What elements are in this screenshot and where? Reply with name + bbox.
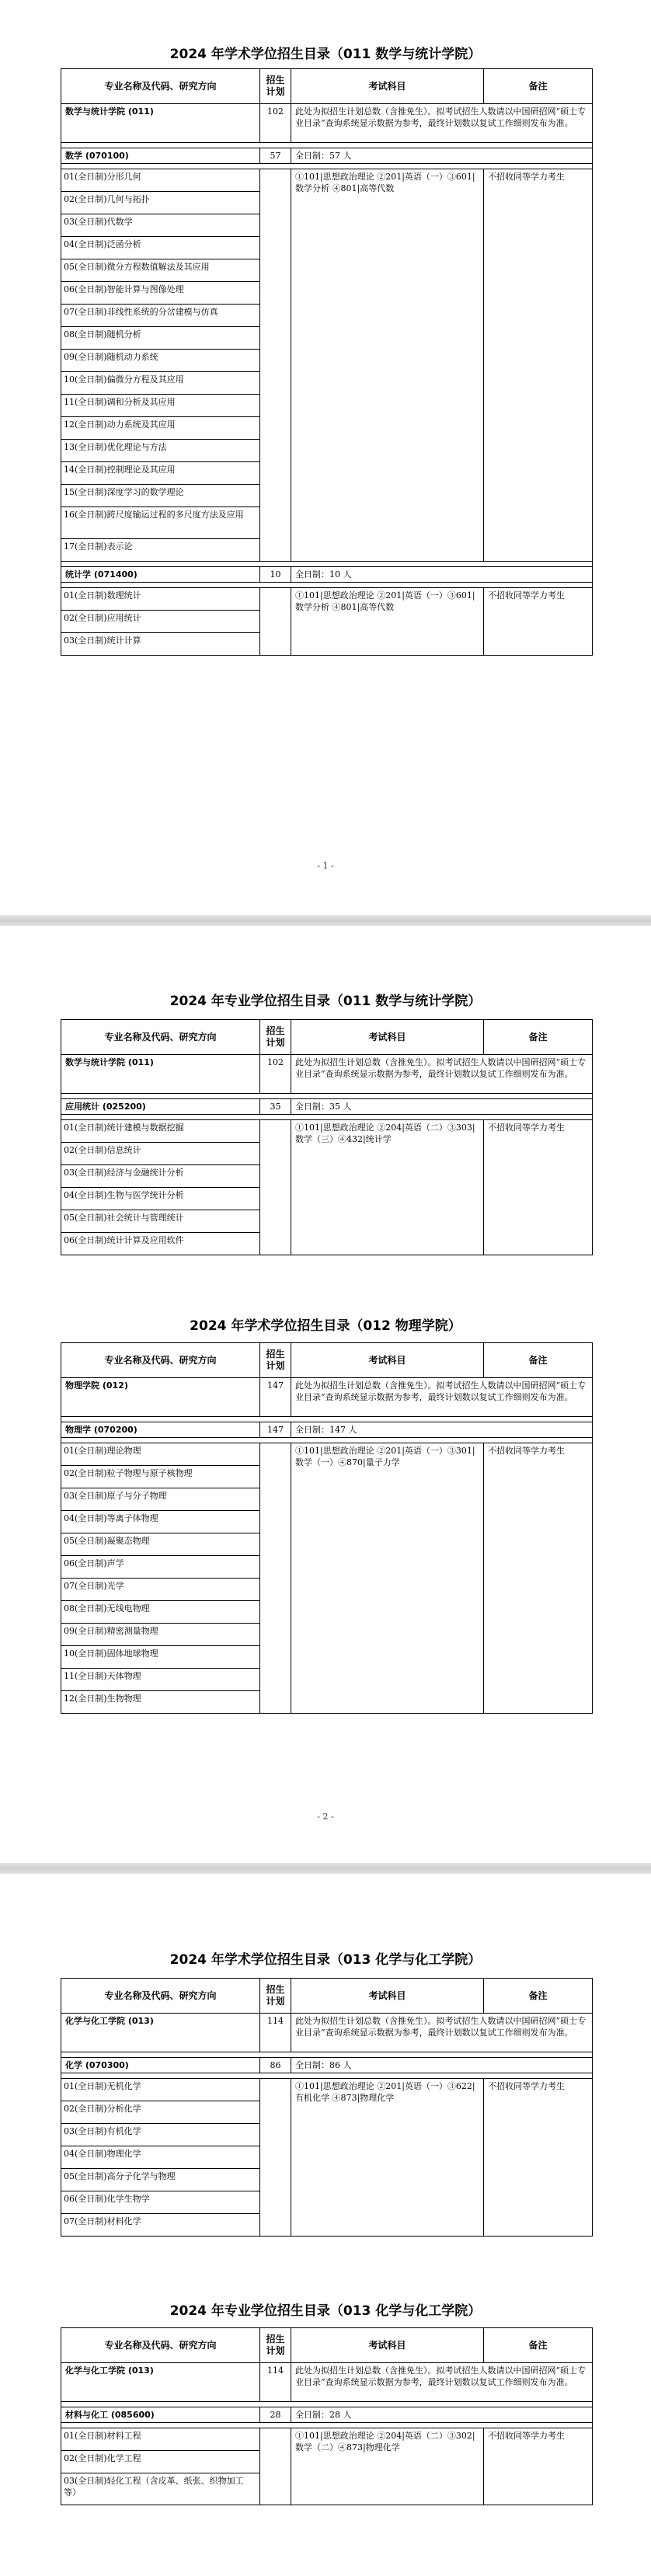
- header-exam: 考试科目: [291, 1979, 484, 2014]
- major-name: 物理学 (070200): [61, 1422, 260, 1438]
- major-name: 材料与化工 (085600): [61, 2407, 260, 2423]
- major-row: [61, 1099, 593, 1115]
- header-note: 备注: [484, 69, 593, 104]
- major-name: 统计学 (071400): [61, 567, 260, 583]
- direction-item: 03(全日制)统计计算: [61, 633, 260, 656]
- direction-item: 13(全日制)优化理论与方法: [61, 440, 260, 462]
- header-exam: 考试科目: [291, 1020, 484, 1055]
- catalog-table: [61, 1342, 592, 1714]
- direction-note: 不招收同等学力考生: [484, 588, 593, 656]
- direction-item: 06(全日制)智能计算与图像处理: [61, 282, 260, 305]
- major-plan: 147: [260, 1422, 291, 1438]
- page-separator: [0, 915, 651, 926]
- school-name: 化学与化工学院 (013): [61, 2014, 260, 2052]
- major-plan: 28: [260, 2407, 291, 2423]
- direction-item: 06(全日制)化学生物学: [61, 2191, 260, 2214]
- direction-row: [61, 588, 593, 611]
- page-3: [0, 1874, 651, 2576]
- page-1: [0, 0, 651, 915]
- direction-note: 不招收同等学力考生: [484, 1443, 593, 1714]
- school-row: [61, 104, 593, 143]
- header-plan: 招生计划: [260, 1343, 291, 1378]
- direction-item: 02(全日制)几何与拓扑: [61, 192, 260, 214]
- table-header-row: [61, 69, 593, 104]
- school-row: [61, 2014, 593, 2052]
- page-separator: [0, 1863, 651, 1874]
- school-note: 此处为拟招生计划总数（含推免生）。拟考试招生人数请以中国研招网“硕士专业目录”查询系统显示数据为参考，最终计划数以复试工作细则发布为准。: [291, 2014, 593, 2052]
- table-header-row: [61, 1979, 593, 2014]
- header-note: 备注: [484, 1979, 593, 2014]
- direction-item: 02(全日制)应用统计: [61, 611, 260, 633]
- major-plan: 35: [260, 1099, 291, 1115]
- direction-item: 09(全日制)随机动力系统: [61, 350, 260, 372]
- catalog-table: [61, 1019, 592, 1255]
- direction-item: 15(全日制)深度学习的数学理论: [61, 485, 260, 507]
- school-name: 化学与化工学院 (013): [61, 2363, 260, 2402]
- school-row: [61, 2363, 593, 2402]
- school-plan: 102: [260, 1055, 291, 1094]
- direction-row: [61, 1120, 593, 1143]
- direction-item: 04(全日制)泛函分析: [61, 237, 260, 259]
- direction-item: 01(全日制)数理统计: [61, 588, 260, 611]
- direction-item: 01(全日制)理论物理: [61, 1443, 260, 1466]
- exam-subjects: ①101|思想政治理论 ②201|英语（一）③601|数学分析 ④801|高等代数: [291, 588, 484, 656]
- header-note: 备注: [484, 2328, 593, 2363]
- major-row: [61, 2407, 593, 2423]
- direction-item: 03(全日制)原子与分子物理: [61, 1488, 260, 1511]
- major-summary: 全日制：86 人: [291, 2058, 593, 2073]
- section-title: 2024 年专业学位招生目录（011 数学与统计学院）: [169, 994, 482, 1009]
- direction-item: 16(全日制)跨尺度输运过程的多尺度方法及应用: [61, 507, 260, 539]
- header-major: 专业名称及代码、研究方向: [61, 69, 260, 104]
- direction-item: 10(全日制)偏微分方程及其应用: [61, 372, 260, 395]
- direction-item: 09(全日制)精密测量物理: [61, 1624, 260, 1646]
- direction-item: 14(全日制)控制理论及其应用: [61, 462, 260, 485]
- direction-item: 01(全日制)分形几何: [61, 169, 260, 192]
- major-plan: 57: [260, 148, 291, 164]
- direction-item: 05(全日制)社会统计与管理统计: [61, 1210, 260, 1233]
- header-exam: 考试科目: [291, 2328, 484, 2363]
- school-name: 数学与统计学院 (011): [61, 104, 260, 143]
- direction-item: 03(全日制)经济与金融统计分析: [61, 1165, 260, 1188]
- exam-subjects: ①101|思想政治理论 ②201|英语（一）③301|数学（一）④870|量子力学: [291, 1443, 484, 1714]
- direction-item: 04(全日制)物理化学: [61, 2146, 260, 2169]
- header-plan: 招生计划: [260, 69, 291, 104]
- header-note: 备注: [484, 1020, 593, 1055]
- direction-row: [61, 2079, 593, 2101]
- major-name: 数学 (070100): [61, 148, 260, 164]
- direction-item: 01(全日制)材料工程: [61, 2428, 260, 2451]
- major-summary: 全日制：10 人: [291, 567, 593, 583]
- school-plan: 114: [260, 2363, 291, 2402]
- direction-item: 17(全日制)表示论: [61, 539, 260, 562]
- school-plan: 147: [260, 1378, 291, 1417]
- direction-item: 05(全日制)高分子化学与物理: [61, 2169, 260, 2191]
- direction-note: 不招收同等学力考生: [484, 1120, 593, 1255]
- plan-cell: [260, 2079, 291, 2237]
- major-summary: 全日制：147 人: [291, 1422, 593, 1438]
- table-header-row: [61, 1343, 593, 1378]
- direction-item: 08(全日制)无线电物理: [61, 1601, 260, 1624]
- major-row: [61, 2058, 593, 2073]
- direction-item: 10(全日制)固体地球物理: [61, 1646, 260, 1669]
- header-exam: 考试科目: [291, 1343, 484, 1378]
- direction-item: 11(全日制)天体物理: [61, 1669, 260, 1691]
- header-plan: 招生计划: [260, 1020, 291, 1055]
- direction-row: [61, 1443, 593, 1466]
- plan-cell: [260, 588, 291, 656]
- direction-item: 02(全日制)信息统计: [61, 1143, 260, 1165]
- header-exam: 考试科目: [291, 69, 484, 104]
- major-summary: 全日制：35 人: [291, 1099, 593, 1115]
- exam-subjects: ①101|思想政治理论 ②204|英语（二）③302|数学（二）④873|物理化学: [291, 2428, 484, 2505]
- direction-item: 12(全日制)生物物理: [61, 1691, 260, 1714]
- school-plan: 102: [260, 104, 291, 143]
- direction-item: 02(全日制)化学工程: [61, 2451, 260, 2473]
- catalog-table: [61, 2327, 592, 2505]
- exam-subjects: ①101|思想政治理论 ②201|英语（一）③601|数学分析 ④801|高等代数: [291, 169, 484, 562]
- plan-cell: [260, 1443, 291, 1714]
- school-row: [61, 1378, 593, 1417]
- table-header-row: [61, 2328, 593, 2363]
- header-plan: 招生计划: [260, 1979, 291, 2014]
- direction-row: [61, 169, 593, 192]
- major-plan: 86: [260, 2058, 291, 2073]
- page-2: [0, 926, 651, 1863]
- plan-cell: [260, 169, 291, 562]
- major-summary: 全日制：28 人: [291, 2407, 593, 2423]
- section-title: 2024 年学术学位招生目录（012 物理学院）: [190, 1318, 461, 1334]
- major-plan: 10: [260, 567, 291, 583]
- school-note: 此处为拟招生计划总数（含推免生）。拟考试招生人数请以中国研招网“硕士专业目录”查询系统显示数据为参考，最终计划数以复试工作细则发布为准。: [291, 2363, 593, 2402]
- section-title: 2024 年专业学位招生目录（013 化学与化工学院）: [169, 2303, 482, 2319]
- header-major: 专业名称及代码、研究方向: [61, 2328, 260, 2363]
- school-name: 数学与统计学院 (011): [61, 1055, 260, 1094]
- table-header-row: [61, 1020, 593, 1055]
- direction-item: 06(全日制)统计计算及应用软件: [61, 1233, 260, 1255]
- major-row: [61, 148, 593, 164]
- header-major: 专业名称及代码、研究方向: [61, 1020, 260, 1055]
- direction-item: 07(全日制)光学: [61, 1579, 260, 1601]
- plan-cell: [260, 2428, 291, 2505]
- school-note: 此处为拟招生计划总数（含推免生）。拟考试招生人数请以中国研招网“硕士专业目录”查询系统显示数据为参考，最终计划数以复试工作细则发布为准。: [291, 1055, 593, 1094]
- major-row: [61, 1422, 593, 1438]
- header-major: 专业名称及代码、研究方向: [61, 1343, 260, 1378]
- direction-item: 12(全日制)动力系统及其应用: [61, 417, 260, 440]
- direction-row: [61, 2428, 593, 2451]
- direction-item: 07(全日制)材料化学: [61, 2214, 260, 2237]
- school-row: [61, 1055, 593, 1094]
- catalog-table: [61, 68, 592, 656]
- direction-item: 05(全日制)凝聚态物理: [61, 1533, 260, 1556]
- direction-item: 11(全日制)调和分析及其应用: [61, 395, 260, 417]
- exam-subjects: ①101|思想政治理论 ②204|英语（二）③303|数学（三）④432|统计学: [291, 1120, 484, 1255]
- plan-cell: [260, 1120, 291, 1255]
- direction-item: 02(全日制)分析化学: [61, 2101, 260, 2124]
- direction-item: 03(全日制)代数学: [61, 214, 260, 237]
- section-title: 2024 年学术学位招生目录（013 化学与化工学院）: [169, 1952, 482, 1968]
- header-plan: 招生计划: [260, 2328, 291, 2363]
- school-note: 此处为拟招生计划总数（含推免生）。拟考试招生人数请以中国研招网“硕士专业目录”查询系统显示数据为参考，最终计划数以复试工作细则发布为准。: [291, 1378, 593, 1417]
- direction-item: 04(全日制)生物与医学统计分析: [61, 1188, 260, 1210]
- major-summary: 全日制：57 人: [291, 148, 593, 164]
- direction-note: 不招收同等学力考生: [484, 2428, 593, 2505]
- school-note: 此处为拟招生计划总数（含推免生）。拟考试招生人数请以中国研招网“硕士专业目录”查询系统显示数据为参考，最终计划数以复试工作细则发布为准。: [291, 104, 593, 143]
- catalog-table: [61, 1978, 592, 2237]
- header-major: 专业名称及代码、研究方向: [61, 1979, 260, 2014]
- direction-item: 07(全日制)非线性系统的分岔建模与仿真: [61, 305, 260, 327]
- direction-item: 01(全日制)无机化学: [61, 2079, 260, 2101]
- direction-item: 01(全日制)统计建模与数据挖掘: [61, 1120, 260, 1143]
- page-number: - 2 -: [317, 1812, 334, 1822]
- section-title: 2024 年学术学位招生目录（011 数学与统计学院）: [169, 47, 482, 62]
- direction-item: 03(全日制)有机化学: [61, 2124, 260, 2146]
- direction-item: 04(全日制)等离子体物理: [61, 1511, 260, 1533]
- direction-item: 05(全日制)微分方程数值解法及其应用: [61, 259, 260, 282]
- school-name: 物理学院 (012): [61, 1378, 260, 1417]
- exam-subjects: ①101|思想政治理论 ②201|英语（一）③622|有机化学 ④873|物理化学: [291, 2079, 484, 2237]
- school-plan: 114: [260, 2014, 291, 2052]
- direction-item: 06(全日制)声学: [61, 1556, 260, 1579]
- direction-item: 03(全日制)轻化工程（含皮革、纸张、织物加工等）: [61, 2473, 260, 2505]
- major-name: 化学 (070300): [61, 2058, 260, 2073]
- direction-item: 02(全日制)粒子物理与原子核物理: [61, 1466, 260, 1488]
- direction-item: 08(全日制)随机分析: [61, 327, 260, 350]
- major-row: [61, 567, 593, 583]
- page-number: - 1 -: [317, 861, 334, 871]
- header-note: 备注: [484, 1343, 593, 1378]
- major-name: 应用统计 (025200): [61, 1099, 260, 1115]
- direction-note: 不招收同等学力考生: [484, 2079, 593, 2237]
- direction-note: 不招收同等学力考生: [484, 169, 593, 562]
